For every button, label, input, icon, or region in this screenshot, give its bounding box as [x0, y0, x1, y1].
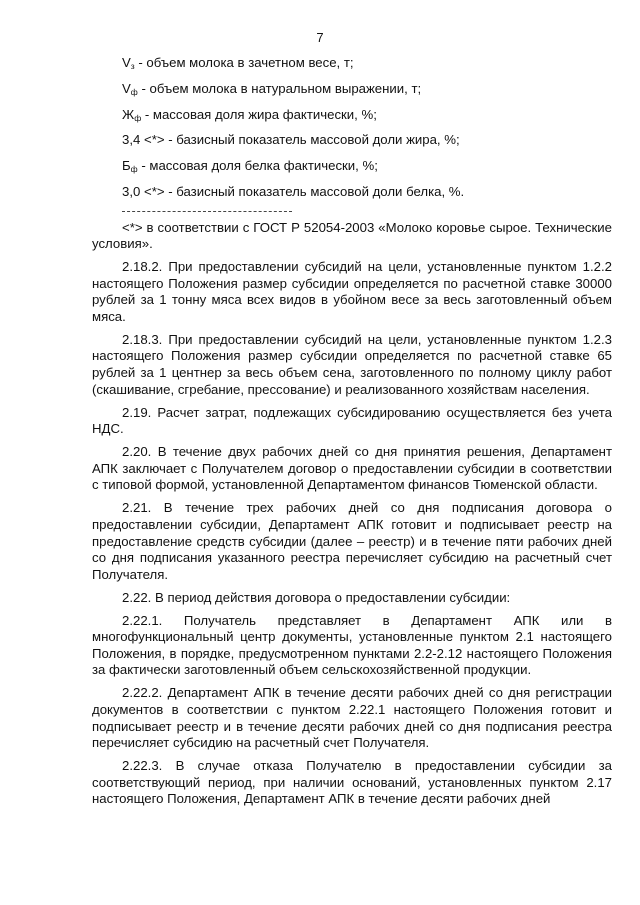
paragraph-2-19: 2.19. Расчет затрат, подлежащих субсидированию осуществляется без учета НДС.	[92, 404, 612, 437]
legend-line: 3,4 <*> - базисный показатель массовой доли жира, %;	[122, 132, 460, 148]
paragraph-2-18-3: 2.18.3. При предоставлении субсидий на цели, установленные пунктом 1.2.3 настоящего Положения размер субсидии определяется по расчетной ставке 65 рублей за 1 центнер за весь объем сена, заготовленного по полному циклу работ (скашивание, сгребание, прессование) и реализованного хозяйствам населения.	[92, 331, 612, 397]
paragraph-2-22: 2.22. В период действия договора о предоставлении субсидии:	[122, 589, 511, 605]
footnote-separator	[122, 211, 292, 212]
paragraph-2-22-1: 2.22.1. Получатель представляет в Департамент АПК или в многофункциональный центр документы, установленные пунктом 2.1 настоящего Положения, в порядке, предусмотренном пунктами 2.2-2.12 настоящего Положения за фактически заготовленный объем сельскохозяйственной продукции.	[92, 612, 612, 678]
paragraph-2-22-2: 2.22.2. Департамент АПК в течение десяти рабочих дней со дня регистрации документов в соответствии с пунктом 2.22.1 настоящего Положения готовит и подписывает реестр и в течение десяти рабочих дней со дня подписания реестра перечисляет субсидию на расчетный счет Получателя.	[92, 685, 612, 751]
legend-line: $Ж_ф$ - массовая доля жира фактически, %;	[122, 106, 377, 123]
legend-line: $V_ф$ - объем молока в натуральном выражении, т;	[122, 80, 422, 97]
page-number: 7	[316, 30, 324, 45]
paragraph-2-22-3: 2.22.3. В случае отказа Получателю в предоставлении субсидии за соответствующий период, при наличии оснований, установленных пунктом 2.17 настоящего Положения, Департамент АПК в течение десяти рабочих дней	[92, 758, 612, 807]
paragraph-2-20: 2.20. В течение двух рабочих дней со дня принятия решения, Департамент АПК заключает с Получателем договор о предоставлении субсидии в соответствии с типовой формой, установленной Департаментом финансов Тюменской области.	[92, 444, 612, 493]
legend-line: $Б_ф$ - массовая доля белка фактически, %;	[122, 158, 378, 175]
paragraph-2-18-2: 2.18.2. При предоставлении субсидий на цели, установленные пунктом 1.2.2 настоящего Положения размер субсидии определяется по расчетной ставке 30000 рублей за 1 тонну мяса всех видов в убойном весе за весь заготовленный объем мяса.	[92, 259, 612, 324]
paragraph-2-21: 2.21. В течение трех рабочих дней со дня подписания договора о предоставлении субсидии, Департамент АПК готовит и подписывает реестр на предоставление средств субсидии (далее – реестр) и в течение пяти рабочих дней со дня подписания указанного реестра перечисляет субсидию на расчетный счет Получателя.	[92, 500, 612, 582]
document-body	[92, 55, 612, 814]
legend-line: $V_з$ - объем молока в зачетном весе, т;	[122, 55, 354, 71]
footnote-paragraph: <*> в соответствии с ГОСТ Р 52054-2003 «Молоко коровье сырое. Технические условия».	[92, 219, 612, 252]
legend-line: 3,0 <*> - базисный показатель массовой доли белка, %.	[122, 183, 465, 199]
